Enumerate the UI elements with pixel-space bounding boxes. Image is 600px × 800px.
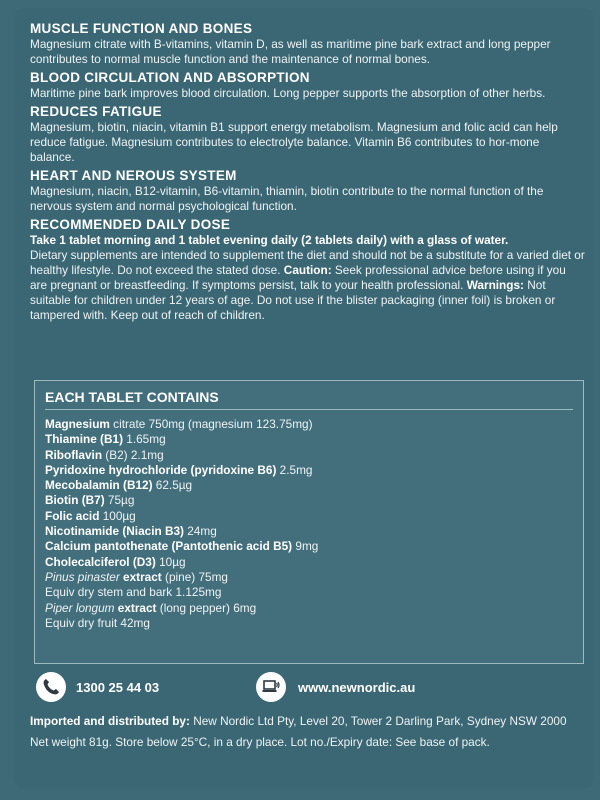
- caution-label: Caution:: [283, 263, 332, 277]
- ingredient-latin-name: Piper longum: [45, 600, 115, 615]
- ingredient-row: [45, 585, 565, 600]
- dose-text-1: Dietary supplements are intended to supplement the diet and should not be a substitute for a varied diet or healthy lifestyle. Do not exceed the stated dose.: [30, 248, 585, 277]
- dose-instruction: Take 1 tablet morning and 1 tablet evening daily (2 tablets daily) with a glass of water.: [30, 233, 509, 247]
- info-content: [30, 20, 586, 325]
- footer: [30, 714, 586, 750]
- ingredient-name: Calcium pantothenate (Pantothenic acid B5): [45, 539, 293, 554]
- divider: [45, 409, 573, 410]
- ingredient-name: extract: [114, 600, 157, 615]
- import-info: [30, 714, 586, 729]
- section-title: MUSCLE FUNCTION AND BONES: [30, 21, 253, 36]
- ingredient-text: Equiv dry fruit 42mg: [45, 615, 150, 630]
- laptop-icon: [256, 672, 286, 702]
- website: www.newnordic.au: [298, 680, 416, 695]
- ingredient-name: extract: [119, 569, 162, 584]
- ingredient-row: [45, 555, 565, 570]
- caution-text: Seek professional advice before using if you are pregnant or breastfeeding. If symptoms persist, talk to your health professional.: [30, 263, 566, 292]
- ingredient-amount: 100µg: [99, 508, 136, 523]
- section-title: BLOOD CIRCULATION AND ABSORPTION: [30, 70, 310, 85]
- ingredient-name: Cholecalciferol (D3): [45, 554, 156, 569]
- ingredient-row: [45, 570, 565, 585]
- ingredient-amount: (long pepper) 6mg: [156, 600, 257, 615]
- section-title: RECOMMENDED DAILY DOSE: [30, 217, 231, 232]
- ingredient-amount: 24mg: [183, 524, 217, 539]
- ingredient-amount: citrate 750mg (magnesium 123.75mg): [109, 417, 313, 431]
- ingredient-amount: 75µg: [104, 493, 135, 508]
- section-muscle: [30, 20, 586, 67]
- ingredient-row: [45, 616, 565, 631]
- ingredient-amount: (pine) 75mg: [161, 569, 228, 584]
- ingredient-amount: 2.5mg: [276, 462, 313, 477]
- dose-text: [30, 248, 586, 323]
- ingredient-row: [45, 432, 565, 447]
- ingredient-name: Riboflavin: [45, 447, 103, 462]
- section-text: Magnesium citrate with B-vitamins, vitamin D, as well as maritime pine bark extract and long pepper contributes to normal muscle function and the maintenance of normal bones.: [30, 37, 551, 66]
- import-label: Imported and distributed by:: [30, 714, 190, 728]
- ingredient-row: [45, 417, 565, 432]
- section-nervous: [30, 167, 586, 214]
- import-text: New Nordic Ltd Pty, Level 20, Tower 2 Darling Park, Sydney NSW 2000: [193, 714, 567, 728]
- ingredients-list: [45, 417, 565, 631]
- ingredient-amount: (B2) 2.1mg: [102, 447, 164, 462]
- ingredient-row: [45, 539, 565, 554]
- ingredient-amount: 62.5µg: [152, 478, 193, 493]
- warnings-text: Not suitable for children under 12 years of age. Do not use if the blister packaging (inner foil) is broken or tampered with. Keep out of reach of children.: [30, 278, 556, 322]
- section-dose: [30, 216, 586, 323]
- ingredient-row: [45, 478, 565, 493]
- ingredient-row: [45, 493, 565, 508]
- ingredient-name: Magnesium: [45, 417, 110, 431]
- warnings-label: Warnings:: [466, 278, 524, 292]
- phone-number: 1300 25 44 03: [76, 680, 160, 695]
- phone-icon: [36, 672, 66, 702]
- ingredient-row: [45, 509, 565, 524]
- ingredient-text: Equiv dry stem and bark 1.125mg: [45, 585, 222, 600]
- section-circulation: [30, 69, 586, 101]
- ingredient-amount: 1.65mg: [123, 432, 166, 447]
- section-fatigue: [30, 103, 586, 165]
- ingredient-name: Biotin (B7): [45, 493, 105, 508]
- ingredient-amount: 10µg: [155, 554, 186, 569]
- ingredient-row: [45, 524, 565, 539]
- ingredient-row: [45, 448, 565, 463]
- storage-info: Net weight 81g. Store below 25°C, in a dry place. Lot no./Expiry date: See base of pack.: [30, 735, 490, 749]
- section-text: Maritime pine bark improves blood circulation. Long pepper supports the absorption of other herbs.: [30, 86, 546, 100]
- section-text: Magnesium, biotin, niacin, vitamin B1 support energy metabolism. Magnesium and folic acid can help reduce fatigue. Magnesium contributes to electrolyte balance. Vitamin B6 contributes to hor-mone balance.: [30, 120, 558, 164]
- ingredient-name: Thiamine (B1): [45, 432, 123, 447]
- ingredients-box: [34, 380, 584, 664]
- ingredient-name: Nicotinamide (Niacin B3): [45, 524, 184, 539]
- section-title: HEART AND NEROUS SYSTEM: [30, 168, 237, 183]
- ingredient-name: Folic acid: [45, 508, 100, 523]
- ingredient-row: [45, 601, 565, 616]
- ingredient-name: Pyridoxine hydrochloride (pyridoxine B6): [45, 462, 277, 477]
- ingredient-row: [45, 463, 565, 478]
- ingredient-name: Mecobalamin (B12): [45, 478, 153, 493]
- section-text: Magnesium, niacin, B12-vitamin, B6-vitamin, thiamin, biotin contribute to the normal function of the nervous system and normal psychological function.: [30, 184, 544, 213]
- ingredients-title: EACH TABLET CONTAINS: [45, 389, 219, 405]
- ingredient-amount: 9mg: [292, 539, 319, 554]
- ingredient-latin-name: Pinus pinaster: [45, 569, 120, 584]
- section-title: REDUCES FATIGUE: [30, 104, 162, 119]
- contact-row: [30, 672, 590, 708]
